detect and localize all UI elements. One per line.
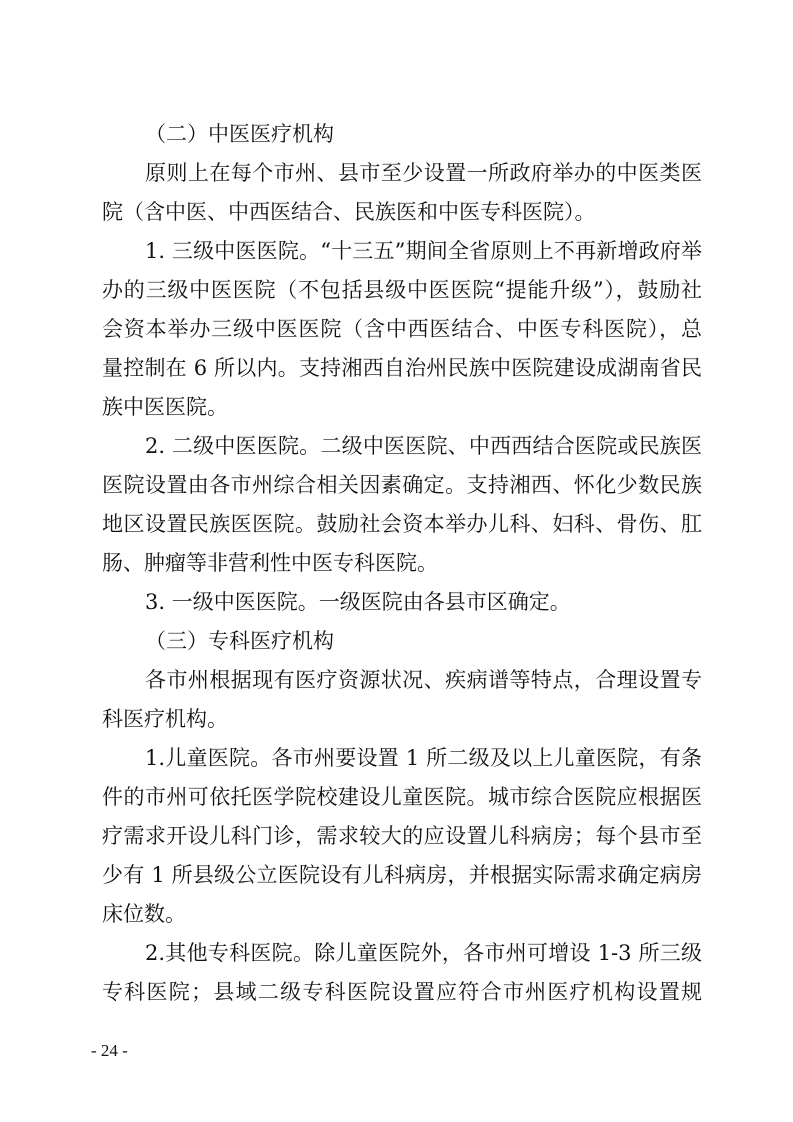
paragraph-line: 地区设置民族医医院。鼓励社会资本举办儿科、妇科、骨伤、肛 xyxy=(102,512,702,536)
paragraph-line: 疗需求开设儿科门诊，需求较大的应设置儿科病房；每个县市至 xyxy=(102,824,702,848)
paragraph-line: 族中医医院。 xyxy=(102,395,228,419)
paragraph-line: 各市州根据现有医疗资源状况、疾病谱等特点，合理设置专 xyxy=(145,668,702,692)
paragraph-line: 3. 一级中医医院。一级医院由各县市区确定。 xyxy=(145,590,571,614)
paragraph-line: 院（含中医、中西医结合、民族医和中医专科医院）。 xyxy=(102,200,596,224)
page-number: - 24 - xyxy=(91,1041,128,1060)
paragraph-line: 专科医院；县域二级专科医院设置应符合市州医疗机构设置规 xyxy=(102,980,702,1004)
paragraph-line: 医院设置由各市州综合相关因素确定。支持湘西、怀化少数民族 xyxy=(102,473,702,497)
paragraph-line: 原则上在每个市州、县市至少设置一所政府举办的中医类医 xyxy=(145,161,702,185)
paragraph-line: 科医疗机构。 xyxy=(102,707,228,731)
section-heading-specialty-institutions: （三）专科医疗机构 xyxy=(145,629,334,653)
paragraph-line: 量控制在 6 所以内。支持湘西自治州民族中医院建设成湖南省民 xyxy=(102,356,702,380)
paragraph-line: 少有 1 所县级公立医院设有儿科病房，并根据实际需求确定病房 xyxy=(102,863,702,887)
paragraph-line: 1. 三级中医医院。“十三五”期间全省原则上不再新增政府举 xyxy=(145,239,702,263)
paragraph-line: 2. 二级中医医院。二级中医医院、中西西结合医院或民族医 xyxy=(145,434,702,458)
paragraph-line: 办的三级中医医院（不包括县级中医医院“提能升级”），鼓励社 xyxy=(102,278,702,302)
paragraph-line: 会资本举办三级中医医院（含中西医结合、中医专科医院），总 xyxy=(102,317,702,341)
paragraph-line: 肠、肿瘤等非营利性中医专科医院。 xyxy=(102,551,438,575)
paragraph-line: 1.儿童医院。各市州要设置 1 所二级及以上儿童医院，有条 xyxy=(145,746,702,770)
paragraph-line: 床位数。 xyxy=(102,902,186,926)
section-heading-tcm-institutions: （二）中医医疗机构 xyxy=(145,122,334,146)
paragraph-line: 2.其他专科医院。除儿童医院外，各市州可增设 1-3 所三级 xyxy=(145,941,702,965)
paragraph-line: 件的市州可依托医学院校建设儿童医院。城市综合医院应根据医 xyxy=(102,785,702,809)
